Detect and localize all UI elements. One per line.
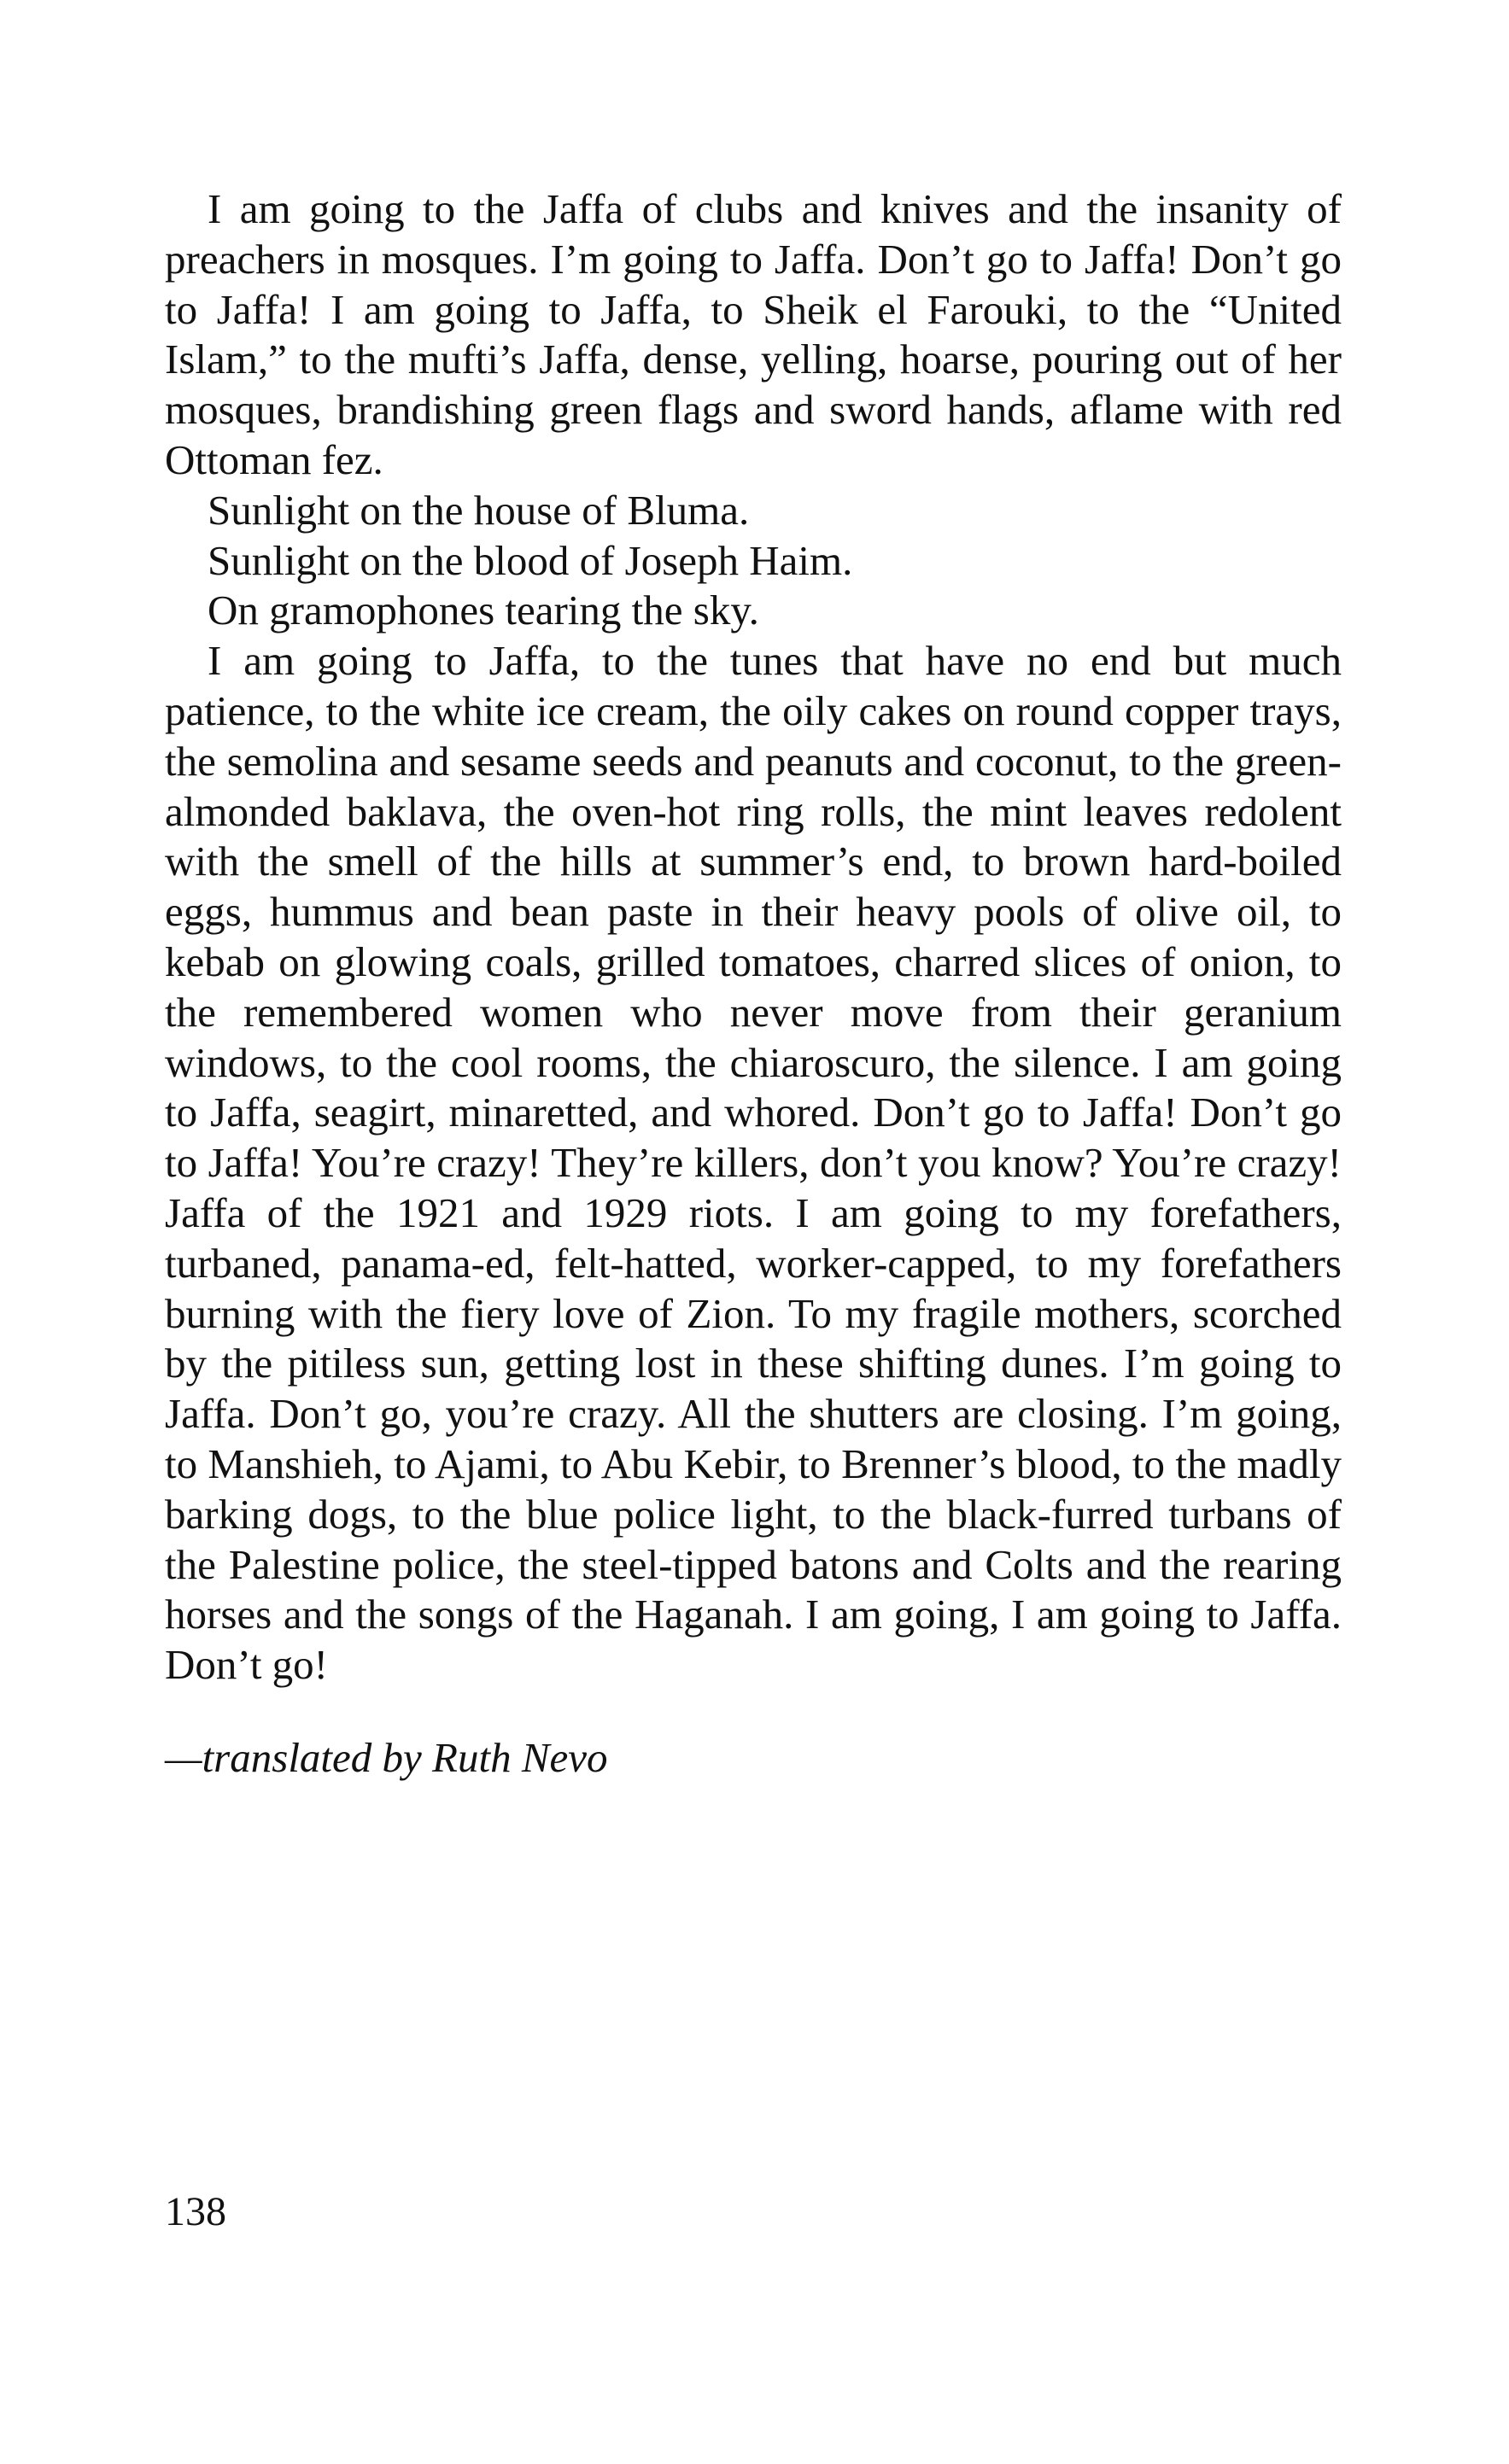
line-sunlight-joseph-haim: Sunlight on the blood of Joseph Haim.	[208, 536, 853, 584]
paragraph-opening: I am going to the Jaffa of clubs and knives and the insanity of preachers in mosques. I’m going to Jaffa. Don’t go to Jaffa! Don’t go to Jaffa! I am going to Jaffa, to Sheik el Farouki, to the “United Islam,” to the mufti’s Jaffa, dense, yelling, hoarse, pouring out of her mosques, brandishing green flags and sword hands, aflame with red Ottoman fez.	[165, 185, 1342, 483]
paragraph-main: I am going to Jaffa, to the tunes that have no end but much patience, to the white ice cream, the oily cakes on round copper trays, the semolina and sesame seeds and peanuts and coconut, to the green-almonded baklava, the oven-hot ring rolls, the mint leaves redolent with the smell of the hills at summer’s end, to brown hard-boiled eggs, hummus and bean paste in their heavy pools of olive oil, to kebab on glowing coals, grilled tomatoes, charred slices of onion, to the remembered women who never move from their geranium windows, to the cool rooms, the chiaroscuro, the silence. I am going to Jaffa, seagirt, minaretted, and whored. Don’t go to Jaffa! Don’t go to Jaffa! You’re crazy! They’re killers, don’t you know? You’re crazy! Jaffa of the 1921 and 1929 riots. I am going to my forefathers, turbaned, panama-ed, felt-hatted, worker-capped, to my forefathers burning with the fiery love of Zion. To my fragile mothers, scorched by the pitiless sun, getting lost in these shifting dunes. I’m going to Jaffa. Don’t go, you’re crazy. All the shutters are closing. I’m going, to Manshieh, to Ajami, to Abu Kebir, to Brenner’s blood, to the madly barking dogs, to the blue police light, to the black-furred turbans of the Palestine police, the steel-tipped batons and Colts and the rearing horses and the songs of the Haganah. I am going, I am going to Jaffa. Don’t go!	[165, 637, 1342, 1689]
line-gramophones: On gramophones tearing the sky.	[208, 587, 759, 634]
line-sunlight-bluma: Sunlight on the house of Bluma.	[208, 486, 750, 534]
translator-credit: —translated by Ruth Nevo	[165, 1734, 608, 1781]
poem-text	[165, 184, 1342, 1690]
page-number: 138	[165, 2189, 226, 2234]
